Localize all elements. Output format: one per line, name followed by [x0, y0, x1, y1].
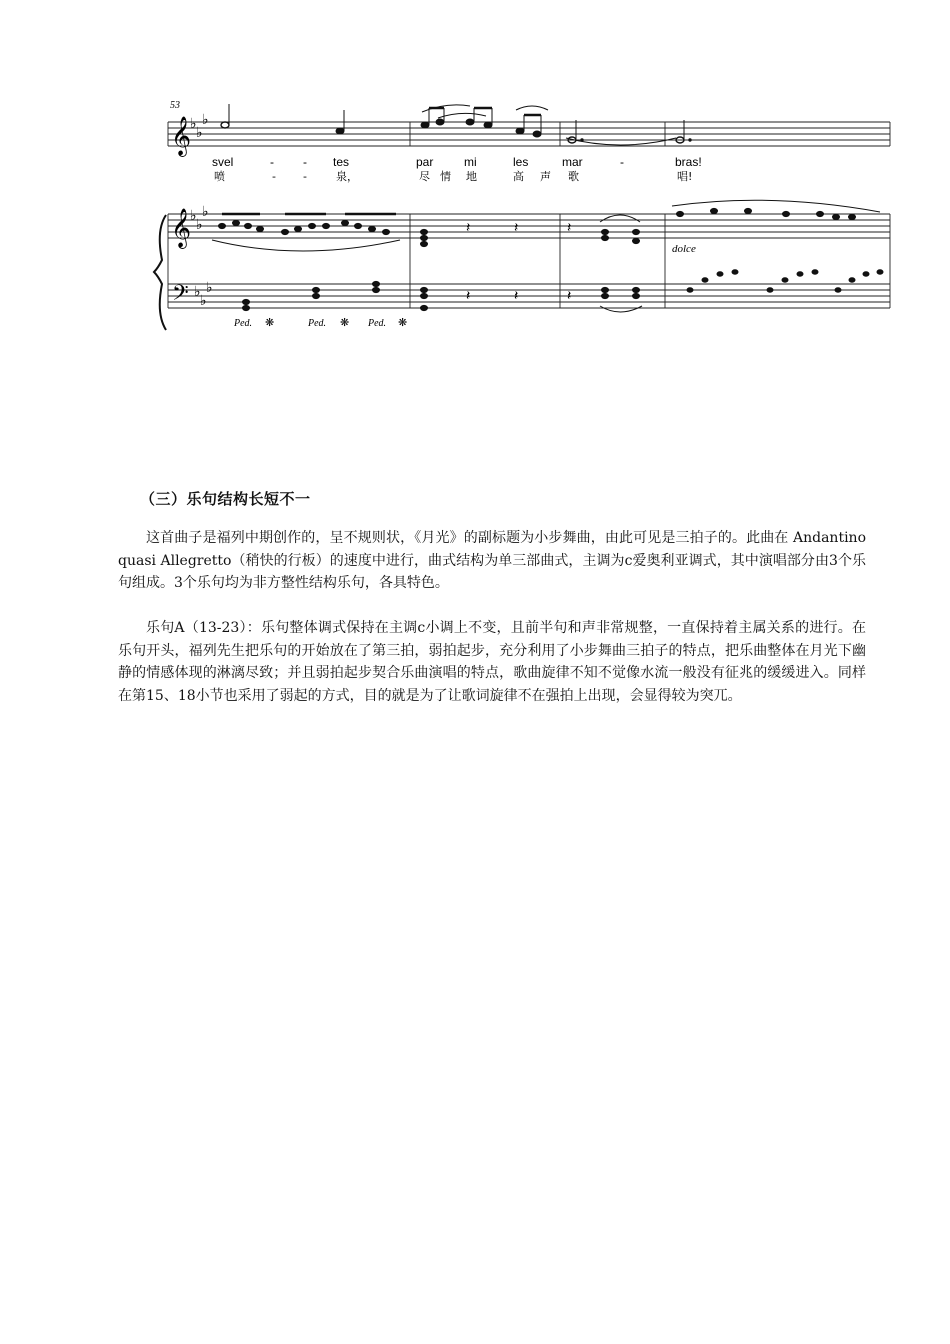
lyric: bras!	[675, 155, 702, 169]
lyric: svel	[212, 155, 234, 169]
lyric: 高	[513, 170, 524, 183]
lyric: 尽	[419, 170, 430, 183]
slurs	[422, 105, 676, 145]
treble-clef-icon: 𝄞	[171, 116, 192, 156]
flat-icon: ♭	[200, 293, 207, 309]
svg-text:𝄽: 𝄽	[466, 220, 471, 236]
paragraph: 乐句A（13-23）：乐句整体调式保持在主调c小调上不变，且前半句和声非常规整，一直保持着主属关系的进行。在乐句开头，福列先生把乐句的开始放在了第三拍，弱拍起步，充分利用了小步舞曲三拍子的特点，把乐曲整体在月光下幽静的情感体现的淋漓尽致；并且弱拍起步契合乐曲演唱的特点，歌曲旋律不知不觉像水流一般没有征兆的缓缓进入。同样在第15、18小节也采用了弱起的方式，目的就是为了让歌词旋律不在强拍上出现，会显得较为突兀。	[118, 620, 866, 704]
pedal-release-icon: ❋	[265, 316, 275, 329]
pedal-mark: Ped.	[368, 318, 387, 329]
flat-icon: ♭	[190, 208, 197, 224]
flat-icon: ♭	[196, 125, 203, 141]
lyric: 地	[466, 170, 477, 183]
flat-icon: ♭	[190, 116, 197, 132]
svg-text:𝄽: 𝄽	[466, 288, 471, 304]
lyric: -	[270, 155, 274, 169]
lyric: 情	[440, 170, 451, 183]
lyric: mar	[562, 155, 583, 169]
vocal-staff	[168, 122, 890, 146]
paragraph: 这首曲子是福列中期创作的，呈不规则状，《月光》的副标题为小步舞曲，由此可见是三拍子的。此曲在 Andantino quasi Allegretto（稍快的行板）的速度中进行，曲式结构为单三部曲式，主调为c爱奥利亚调式，其中演唱部分由3个乐句组成。3个乐句均为非方整性结构乐句，各具特色。	[118, 530, 866, 591]
flat-icon: ♭	[202, 204, 209, 220]
piano-brace	[154, 215, 166, 330]
svg-text:𝄽: 𝄽	[567, 288, 572, 304]
svg-text:𝄽: 𝄽	[514, 288, 519, 304]
piano-rests	[466, 220, 571, 304]
lyric: les	[513, 155, 529, 169]
flat-icon: ♭	[202, 112, 209, 128]
lyrics-english	[212, 155, 702, 169]
measure-number: 53	[170, 100, 180, 111]
piano-bass-staff	[168, 284, 890, 308]
lyric: tes	[333, 155, 350, 169]
section-heading: （三）乐句结构长短不一	[140, 490, 311, 508]
flat-icon: ♭	[206, 280, 213, 296]
vocal-notes	[221, 104, 691, 143]
lyric: mi	[464, 155, 477, 169]
treble-clef-icon: 𝄞	[171, 208, 192, 248]
pedal-release-icon: ❋	[340, 316, 350, 329]
lyric: -	[303, 170, 307, 183]
lyrics-chinese	[214, 169, 692, 183]
lyric: -	[303, 155, 307, 169]
lyric: 喷	[214, 170, 225, 183]
lyric: 声	[540, 170, 551, 183]
lyric: par	[416, 155, 434, 169]
svg-text:𝄽: 𝄽	[567, 220, 572, 236]
flat-icon: ♭	[196, 217, 203, 233]
svg-text:𝄽: 𝄽	[514, 220, 519, 236]
flat-icon: ♭	[194, 284, 201, 300]
piano-treble-staff	[168, 214, 890, 308]
bass-clef-icon: 𝄢	[172, 281, 189, 311]
lyric: 泉，	[336, 170, 358, 183]
pedal-mark: Ped.	[234, 318, 253, 329]
music-score	[0, 0, 950, 360]
lyric: 歌	[568, 170, 579, 183]
lyric: 唱!	[677, 170, 693, 183]
lyric: -	[620, 155, 624, 169]
expression-mark: dolce	[672, 243, 696, 255]
pedal-mark: Ped.	[308, 318, 327, 329]
pedal-marks	[233, 316, 407, 329]
lyric: -	[272, 170, 276, 183]
pedal-release-icon: ❋	[398, 316, 408, 329]
